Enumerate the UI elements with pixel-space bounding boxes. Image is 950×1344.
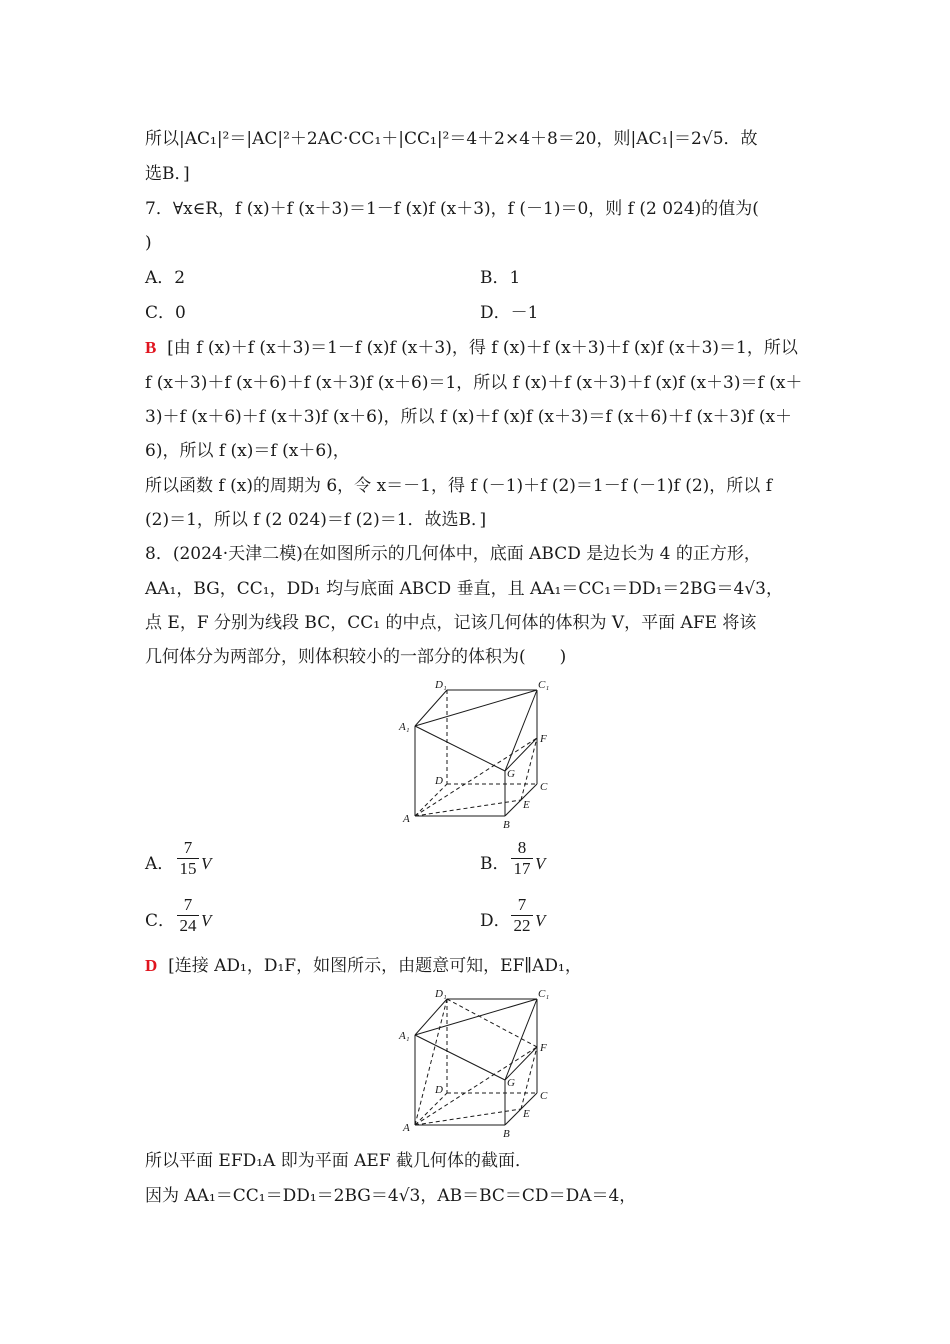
q8-option-a-var: V bbox=[201, 854, 212, 873]
q8-solution-line-3: 因为 AA₁＝CC₁＝DD₁＝2BG＝4√3，AB＝BC＝CD＝DA＝4， bbox=[145, 1186, 637, 1206]
fig1-label-a1: A₁ bbox=[399, 721, 410, 733]
fig2-label-a: A bbox=[403, 1122, 410, 1134]
q8-a-denominator: 15 bbox=[179, 859, 197, 878]
fig1-label-c: C bbox=[540, 781, 548, 793]
q8-solution-line-1 bbox=[145, 955, 582, 977]
line-2: 选B．] bbox=[145, 164, 190, 184]
question-7-paren: ) bbox=[145, 233, 152, 253]
q7-option-b: B．1 bbox=[480, 268, 521, 288]
q8-b-denominator: 17 bbox=[513, 859, 531, 878]
q7-solution-line-2: f (x＋3)＋f (x＋6)＋f (x＋3)f (x＋6)＝1，所以 f (x)＋f (x＋3)＋f (x)f (x＋3)＝f (x＋ bbox=[145, 373, 803, 393]
q8-d-denominator: 22 bbox=[513, 916, 531, 935]
q8-solution-line-2: 所以平面 EFD₁A 即为平面 AEF 截几何体的截面． bbox=[145, 1151, 533, 1171]
q8-option-b-fraction bbox=[511, 838, 533, 879]
fig2-label-d: D bbox=[435, 1084, 443, 1096]
fig1-label-f: F bbox=[540, 733, 547, 745]
geometry-figure-1 bbox=[395, 676, 555, 831]
q7-solution-line-1 bbox=[145, 337, 798, 359]
question-8-line-4: 几何体分为两部分，则体积较小的一部分的体积为( ) bbox=[145, 647, 567, 667]
fig2-label-f: F bbox=[540, 1042, 547, 1054]
question-8-line-3: 点 E，F 分别为线段 BC，CC₁ 的中点，记该几何体的体积为 V，平面 AFE 将该 bbox=[145, 613, 757, 633]
q8-option-d-var: V bbox=[535, 911, 546, 930]
fig2-label-g: G bbox=[507, 1077, 515, 1089]
q7-solution-line-4: 6)，所以 f (x)＝f (x＋6)， bbox=[145, 441, 350, 461]
q8-option-b-var: V bbox=[535, 854, 546, 873]
fig2-label-a1: A₁ bbox=[399, 1030, 410, 1042]
q7-option-d: D．－1 bbox=[480, 303, 539, 323]
q8-option-a: A． bbox=[145, 854, 175, 874]
q7-solution-line-6: (2)＝1，所以 f (2 024)＝f (2)＝1．故选B．] bbox=[145, 510, 487, 530]
fig1-label-d: D bbox=[435, 775, 443, 787]
fig1-label-d1: D₁ bbox=[435, 679, 447, 691]
q8-option-c-var: V bbox=[201, 911, 212, 930]
q7-solution-text-1: [由 f (x)＋f (x＋3)＝1－f (x)f (x＋3)，得 f (x)＋f (x＋3)＋f (x)f (x＋3)＝1，所以 bbox=[167, 338, 798, 358]
q7-solution-line-5: 所以函数 f (x)的周期为 6，令 x＝－1，得 f (－1)＋f (2)＝1－f (－1)f (2)，所以 f bbox=[145, 476, 772, 496]
q8-b-numerator: 8 bbox=[517, 838, 527, 857]
fig2-label-b: B bbox=[503, 1128, 510, 1140]
fig2-label-c1: C₁ bbox=[538, 988, 550, 1000]
q8-option-c-fraction bbox=[177, 895, 199, 936]
q8-option-c: C． bbox=[145, 911, 176, 931]
q8-option-a-fraction bbox=[177, 838, 199, 879]
q8-d-numerator: 7 bbox=[517, 895, 527, 914]
question-7: 7．∀x∈R，f (x)＋f (x＋3)＝1－f (x)f (x＋3)，f (－1)＝0，则 f (2 024)的值为( bbox=[145, 199, 759, 219]
fig1-label-a: A bbox=[403, 813, 410, 825]
q8-a-numerator: 7 bbox=[183, 838, 193, 857]
q7-solution-line-3: 3)＋f (x＋6)＋f (x＋3)f (x＋6)，所以 f (x)＋f (x)f (x＋3)＝f (x＋6)＋f (x＋3)f (x＋ bbox=[145, 407, 793, 427]
question-8-line-2: AA₁，BG，CC₁，DD₁ 均与底面 ABCD 垂直，且 AA₁＝CC₁＝DD₁＝2BG＝4√3， bbox=[145, 579, 783, 599]
q8-c-numerator: 7 bbox=[183, 895, 193, 914]
q7-answer-tag: B bbox=[145, 338, 157, 357]
fig2-label-c: C bbox=[540, 1090, 548, 1102]
q7-option-a: A．2 bbox=[145, 268, 186, 288]
q7-option-c: C．0 bbox=[145, 303, 186, 323]
q8-option-d-fraction bbox=[511, 895, 533, 936]
q8-solution-text-1: [连接 AD₁，D₁F，如图所示，由题意可知，EF∥AD₁， bbox=[168, 956, 582, 976]
q8-answer-tag: D bbox=[145, 956, 158, 975]
fig1-label-c1: C₁ bbox=[538, 679, 550, 691]
question-8-line-1: 8．(2024·天津二模)在如图所示的几何体中，底面 ABCD 是边长为 4 的正方形， bbox=[145, 544, 761, 564]
geometry-figure-2 bbox=[395, 985, 555, 1140]
q8-option-b: B． bbox=[480, 854, 510, 874]
fig1-label-g: G bbox=[507, 768, 515, 780]
fig1-label-e: E bbox=[523, 799, 530, 811]
line-1: 所以|AC₁|²＝|AC|²＋2AC·CC₁＋|CC₁|²＝4＋2×4＋8＝20，则|AC₁|＝2√5．故 bbox=[145, 129, 758, 149]
q8-option-d: D． bbox=[480, 911, 511, 931]
fig1-label-b: B bbox=[503, 819, 510, 831]
fig2-label-d1: D₁ bbox=[435, 988, 447, 1000]
fig2-label-e: E bbox=[523, 1108, 530, 1120]
q8-c-denominator: 24 bbox=[179, 916, 197, 935]
